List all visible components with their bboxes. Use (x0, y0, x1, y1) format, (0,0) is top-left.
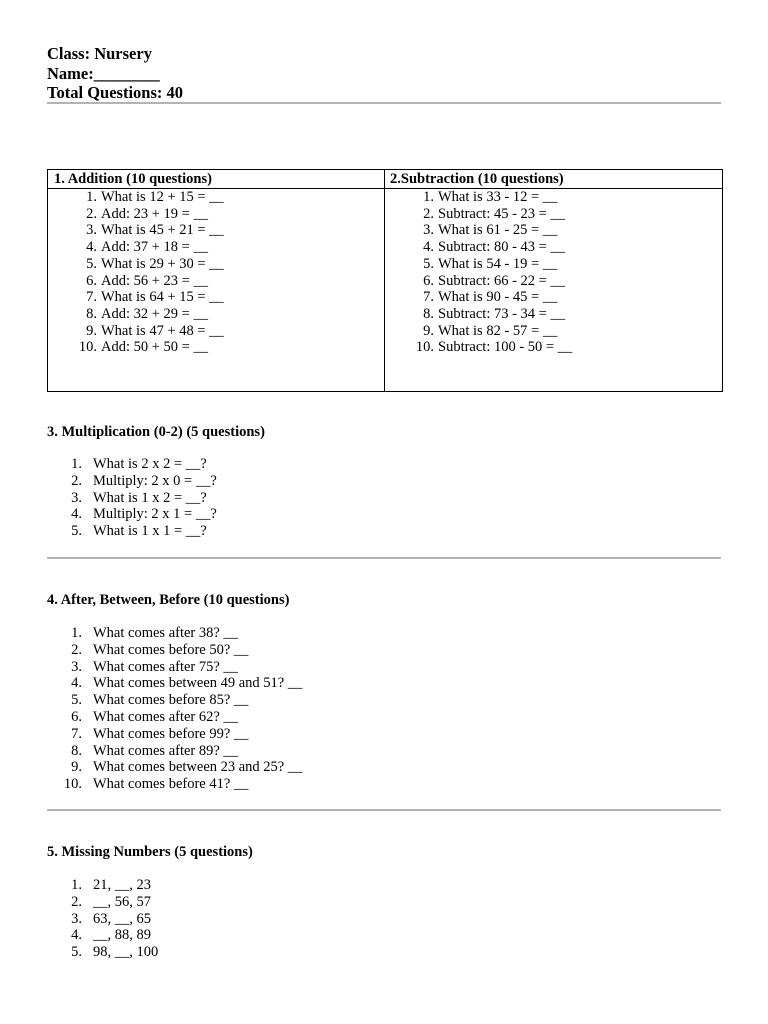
question-number: 1. (86, 189, 97, 205)
question-item (48, 289, 384, 306)
question-item (47, 927, 158, 944)
question-item (47, 776, 302, 793)
question-number: 9. (71, 759, 82, 776)
question-number: 2. (71, 472, 82, 489)
question-number: 7. (86, 289, 97, 306)
question-text: What is 90 - 45 = __ (438, 289, 558, 306)
question-item (47, 506, 217, 523)
question-item (47, 726, 302, 743)
multiplication-title: 3. Multiplication (0-2) (5 questions) (47, 424, 265, 440)
question-item (385, 189, 722, 206)
question-number: 4. (71, 506, 82, 523)
question-item (48, 256, 384, 273)
question-item (48, 273, 384, 290)
question-number: 5. (71, 944, 82, 961)
question-item (47, 642, 302, 659)
question-text: What comes before 85? __ (93, 692, 249, 709)
question-text: Subtract: 80 - 43 = __ (438, 239, 565, 256)
section-divider (47, 809, 721, 811)
question-number: 5. (86, 255, 97, 272)
subtraction-cell (385, 189, 723, 392)
question-number: 7. (71, 725, 82, 742)
question-item (47, 456, 217, 473)
subtraction-title: 2.Subtraction (10 questions) (385, 170, 723, 189)
question-text: What comes before 41? __ (93, 776, 249, 793)
question-text: What is 1 x 1 = __? (93, 523, 207, 540)
question-text: What is 47 + 48 = __ (101, 322, 224, 339)
question-item (47, 743, 302, 760)
question-text: What comes after 75? __ (93, 658, 238, 675)
multiplication-list (47, 456, 217, 540)
question-text: What is 54 - 19 = __ (438, 255, 558, 272)
class-label: Class: Nursery (47, 44, 152, 63)
question-item (48, 239, 384, 256)
question-item (385, 206, 722, 223)
addition-subtraction-table (47, 169, 723, 392)
question-item (47, 759, 302, 776)
question-text: Add: 50 + 50 = __ (101, 339, 208, 356)
question-item (48, 306, 384, 323)
question-text: 98, __, 100 (93, 944, 159, 961)
question-text: 21, __, 23 (93, 877, 151, 893)
question-text: Add: 32 + 29 = __ (101, 305, 208, 322)
after-between-before-title: 4. After, Between, Before (10 questions) (47, 592, 290, 608)
question-number: 1. (423, 189, 434, 205)
question-text: What comes after 62? __ (93, 708, 238, 725)
question-number: 10. (415, 339, 434, 356)
question-item (47, 675, 302, 692)
question-text: Add: 56 + 23 = __ (101, 272, 208, 289)
question-item (47, 523, 217, 540)
name-field-label: Name:________ (47, 63, 160, 83)
question-text: Subtract: 100 - 50 = __ (438, 339, 573, 356)
question-number: 2. (423, 205, 434, 222)
question-number: 5. (71, 692, 82, 709)
question-text: What is 64 + 15 = __ (101, 289, 224, 306)
question-number: 5. (423, 255, 434, 272)
question-number: 3. (71, 658, 82, 675)
question-text: What is 1 x 2 = __? (93, 489, 207, 506)
question-item (385, 339, 722, 356)
question-text: Subtract: 66 - 22 = __ (438, 272, 565, 289)
question-number: 2. (71, 893, 82, 910)
question-number: 9. (423, 322, 434, 339)
question-text: Subtract: 45 - 23 = __ (438, 205, 565, 222)
question-text: Add: 23 + 19 = __ (101, 205, 208, 222)
question-text: What comes after 38? __ (93, 625, 238, 641)
question-number: 1. (71, 625, 82, 641)
question-number: 4. (71, 927, 82, 944)
question-number: 6. (71, 708, 82, 725)
question-item (47, 473, 217, 490)
table-body-row (48, 189, 723, 392)
question-text: __, 88, 89 (93, 927, 151, 944)
question-text: Multiply: 2 x 1 = __? (93, 506, 217, 523)
question-number: 5. (71, 523, 82, 540)
subtraction-list (385, 189, 722, 356)
question-item (47, 709, 302, 726)
question-item (48, 222, 384, 239)
question-text: What comes before 99? __ (93, 725, 249, 742)
question-text: Multiply: 2 x 0 = __? (93, 472, 217, 489)
question-item (385, 323, 722, 340)
question-item (47, 625, 302, 642)
question-item (47, 894, 158, 911)
header-divider (47, 102, 721, 104)
question-number: 8. (423, 305, 434, 322)
question-number: 4. (86, 239, 97, 256)
question-item (385, 222, 722, 239)
question-number: 7. (423, 289, 434, 306)
question-text: What is 33 - 12 = __ (438, 189, 558, 205)
missing-numbers-list (47, 877, 158, 961)
question-item (47, 877, 158, 894)
question-number: 10. (78, 339, 97, 356)
question-number: 2. (71, 641, 82, 658)
worksheet-header (47, 44, 183, 103)
question-number: 4. (71, 675, 82, 692)
question-number: 3. (71, 489, 82, 506)
question-number: 6. (86, 272, 97, 289)
question-number: 1. (71, 456, 82, 472)
total-questions-label: Total Questions: 40 (47, 83, 183, 102)
addition-cell (48, 189, 385, 392)
question-text: What comes after 89? __ (93, 742, 238, 759)
question-item (385, 306, 722, 323)
question-number: 9. (86, 322, 97, 339)
table-header-row (48, 170, 723, 189)
question-item (47, 490, 217, 507)
question-text: Add: 37 + 18 = __ (101, 239, 208, 256)
question-item (48, 323, 384, 340)
question-item (48, 339, 384, 356)
question-text: What is 12 + 15 = __ (101, 189, 224, 205)
question-item (385, 273, 722, 290)
question-text: What comes before 50? __ (93, 641, 249, 658)
addition-title: 1. Addition (10 questions) (48, 170, 385, 189)
question-number: 2. (86, 205, 97, 222)
question-number: 4. (423, 239, 434, 256)
addition-list (48, 189, 384, 356)
question-text: Subtract: 73 - 34 = __ (438, 305, 565, 322)
question-text: What is 82 - 57 = __ (438, 322, 558, 339)
question-item (47, 692, 302, 709)
question-text: What comes between 23 and 25? __ (93, 759, 303, 776)
after-between-before-list (47, 625, 302, 793)
question-number: 10. (63, 776, 82, 793)
question-number: 6. (423, 272, 434, 289)
question-item (385, 289, 722, 306)
question-item (385, 256, 722, 273)
question-number: 3. (86, 222, 97, 239)
missing-numbers-title: 5. Missing Numbers (5 questions) (47, 844, 253, 860)
question-text: What is 2 x 2 = __? (93, 456, 207, 472)
question-text: What is 29 + 30 = __ (101, 255, 224, 272)
question-text: What is 45 + 21 = __ (101, 222, 224, 239)
question-number: 1. (71, 877, 82, 893)
question-number: 3. (71, 910, 82, 927)
question-text: What is 61 - 25 = __ (438, 222, 558, 239)
question-item (385, 239, 722, 256)
question-item (48, 189, 384, 206)
question-item (48, 206, 384, 223)
question-item (47, 944, 158, 961)
question-number: 3. (423, 222, 434, 239)
question-number: 8. (86, 305, 97, 322)
question-item (47, 659, 302, 676)
question-text: __, 56, 57 (93, 893, 151, 910)
section-divider (47, 557, 721, 559)
question-text: 63, __, 65 (93, 910, 151, 927)
question-item (47, 911, 158, 928)
question-number: 8. (71, 742, 82, 759)
question-text: What comes between 49 and 51? __ (93, 675, 303, 692)
